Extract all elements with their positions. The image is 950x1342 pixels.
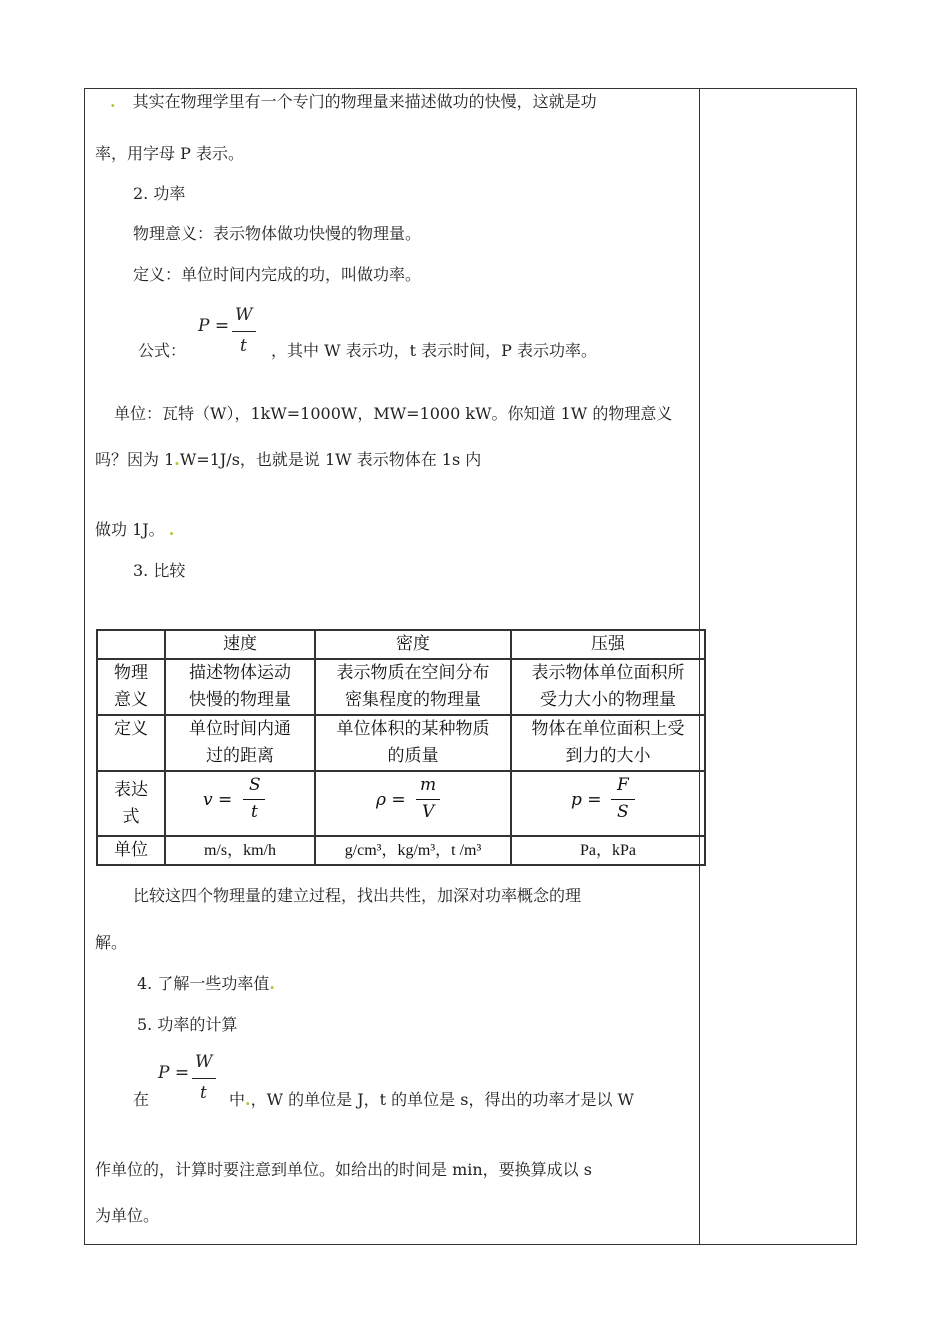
- table-header: 密度: [315, 630, 511, 659]
- paragraph-line: 单位：瓦特（W），1kW=1000W，MW=1000 kW。你知道 1W 的物理意义: [114, 404, 673, 423]
- table-cell: m/s，km/h: [165, 836, 315, 865]
- section-heading: 2. 功率: [133, 184, 186, 203]
- table-header: 速度: [165, 630, 315, 659]
- row-label: 物理 意义: [97, 659, 165, 715]
- paragraph-line: 解。: [95, 933, 128, 952]
- table-row: [97, 630, 705, 659]
- table-cell: Pa，kPa: [511, 836, 705, 865]
- paragraph-line: 比较这四个物理量的建立过程，找出共性，加深对功率概念的理: [133, 886, 582, 905]
- table-formula-cell: [315, 771, 511, 836]
- pressure-formula: p = F S: [563, 772, 653, 826]
- density-formula: ρ = m V: [368, 772, 458, 826]
- paragraph-line: 率，用字母 P 表示。: [95, 144, 244, 163]
- table-cell: 单位体积的某种物质 的质量: [315, 715, 511, 771]
- comparison-table: [96, 629, 706, 866]
- row-label: 定义: [97, 715, 165, 771]
- row-label: 单位: [97, 836, 165, 865]
- table-cell: 描述物体运动 快慢的物理量: [165, 659, 315, 715]
- table-row: [97, 715, 705, 771]
- table-cell: 单位时间内通 过的距离: [165, 715, 315, 771]
- table-header: 压强: [511, 630, 705, 659]
- section-heading: 4. 了解一些功率值.: [137, 974, 275, 993]
- formula-label: 公式：: [138, 341, 187, 360]
- paragraph-line: 物理意义：表示物体做功快慢的物理量。: [133, 224, 422, 243]
- paragraph-line: 定义：单位时间内完成的功，叫做功率。: [133, 265, 422, 284]
- section-heading: 3. 比较: [133, 561, 186, 580]
- mark-dot: .: [110, 92, 116, 111]
- table-cell: 物体在单位面积上受 到力的大小: [511, 715, 705, 771]
- row-label: 表达 式: [97, 771, 165, 836]
- paragraph-line: 作单位的，计算时要注意到单位。如给出的时间是 min，要换算成以 s: [95, 1160, 592, 1179]
- section-heading: 5. 功率的计算: [137, 1015, 238, 1034]
- speed-formula: v = S t: [195, 772, 285, 826]
- paragraph-line: 做功 1J。 .: [95, 520, 175, 539]
- table-cell: 表示物质在空间分布 密集程度的物理量: [315, 659, 511, 715]
- table-formula-cell: [511, 771, 705, 836]
- table-row: [97, 771, 705, 836]
- power-formula: P = W t: [158, 1052, 224, 1112]
- table-cell: 表示物体单位面积所 受力大小的物理量: [511, 659, 705, 715]
- formula-note: ，其中 W 表示功，t 表示时间，P 表示功率。: [271, 341, 597, 360]
- paragraph-line: 为单位。: [95, 1206, 160, 1225]
- table-cell: g/cm³，kg/m³，t /m³: [315, 836, 511, 865]
- power-formula: P = W t: [198, 305, 268, 365]
- paragraph-line: 中.，W 的单位是 J，t 的单位是 s，得出的功率才是以 W: [229, 1090, 634, 1109]
- paragraph-line: . 其实在物理学里有一个专门的物理量来描述做功的快慢，这就是功: [110, 92, 597, 111]
- table-formula-cell: [165, 771, 315, 836]
- paragraph-line: 吗？因为 1.W=1J/s，也就是说 1W 表示物体在 1s 内: [95, 450, 482, 469]
- table-row: [97, 836, 705, 865]
- table-row: [97, 659, 705, 715]
- paragraph-line: 在: [133, 1090, 150, 1109]
